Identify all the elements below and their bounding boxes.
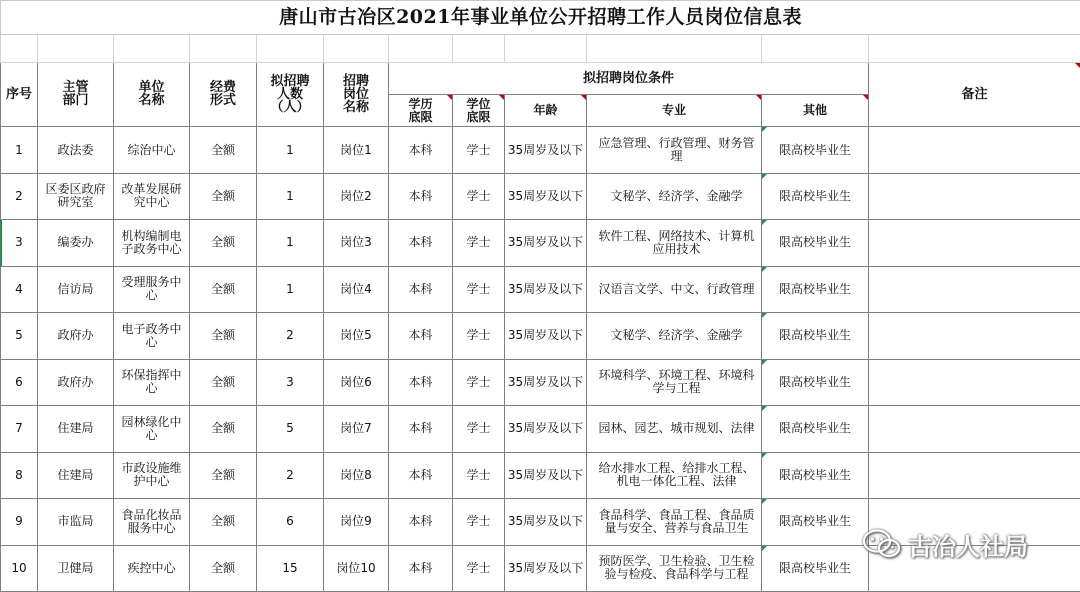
cell-count[interactable]	[257, 359, 324, 405]
cell-dept[interactable]	[38, 266, 114, 312]
table-row[interactable]	[1, 313, 1080, 359]
comment-marker	[581, 95, 586, 100]
funding-value: 全额	[210, 142, 235, 157]
cell-age[interactable]	[505, 359, 587, 405]
age-value: 35周岁及以下	[507, 142, 584, 157]
age-value: 35周岁及以下	[507, 421, 584, 436]
cell-remark[interactable]	[869, 127, 1080, 173]
cell-edu[interactable]	[389, 545, 453, 592]
post-value: 岗位5	[340, 328, 372, 343]
cell-major[interactable]	[587, 545, 762, 592]
header-conditions[interactable]: 拟招聘岗位条件	[389, 62, 869, 94]
cell-post[interactable]	[324, 406, 389, 452]
cell-degree[interactable]	[453, 359, 505, 405]
cell-edu[interactable]	[389, 220, 453, 266]
cell-funding[interactable]	[190, 313, 257, 359]
cell-dept[interactable]	[38, 127, 114, 173]
cell-funding[interactable]	[190, 173, 257, 219]
cell-other[interactable]	[762, 499, 869, 545]
watermark	[862, 524, 1028, 564]
cell-degree[interactable]	[453, 452, 505, 498]
unit-value: 市政设施维护中心	[121, 461, 182, 489]
cell-dept[interactable]	[38, 220, 114, 266]
cell-degree[interactable]	[453, 266, 505, 312]
cell-unit[interactable]	[114, 220, 190, 266]
post-value: 岗位6	[340, 374, 372, 389]
cell-edu[interactable]	[389, 173, 453, 219]
other-value: 限高校毕业生	[778, 142, 851, 157]
cell-seq[interactable]	[1, 173, 38, 219]
cell-post[interactable]	[324, 499, 389, 545]
post-value: 岗位2	[340, 188, 372, 203]
count-value: 15	[282, 560, 298, 575]
other-value: 限高校毕业生	[778, 188, 851, 203]
header-unit[interactable]: 单位名称	[114, 62, 190, 127]
edu-value: 本科	[408, 235, 433, 250]
unit-value: 电子政务中心	[121, 321, 182, 349]
cell-other[interactable]	[762, 313, 869, 359]
cell-edu[interactable]	[389, 313, 453, 359]
other-value: 限高校毕业生	[778, 281, 851, 296]
degree-value: 学士	[466, 514, 491, 529]
cell-dept[interactable]	[38, 452, 114, 498]
cell-other[interactable]	[762, 452, 869, 498]
table-row[interactable]	[1, 173, 1080, 219]
seq-value: 1	[15, 142, 23, 157]
watermark-text: 古冶人社局	[908, 532, 1028, 561]
post-value: 岗位9	[340, 514, 372, 529]
funding-value: 全额	[210, 374, 235, 389]
cell-funding[interactable]	[190, 266, 257, 312]
funding-value: 全额	[210, 281, 235, 296]
cell-count[interactable]	[257, 127, 324, 173]
error-marker	[762, 360, 767, 365]
edu-value: 本科	[408, 142, 433, 157]
major-value: 园林、园艺、城市规划、法律	[598, 421, 755, 436]
count-value: 1	[286, 188, 294, 203]
count-value: 1	[286, 142, 294, 157]
unit-value: 园林绿化中心	[121, 414, 182, 442]
cell-count[interactable]	[257, 220, 324, 266]
dept-value: 政府办	[57, 328, 94, 343]
cell-age[interactable]	[505, 127, 587, 173]
cell-age[interactable]	[505, 266, 587, 312]
cell-major[interactable]	[587, 220, 762, 266]
cell-count[interactable]	[257, 545, 324, 592]
edu-value: 本科	[408, 281, 433, 296]
cell-remark[interactable]	[869, 406, 1080, 452]
age-value: 35周岁及以下	[507, 328, 584, 343]
error-marker	[762, 174, 767, 179]
major-value: 食品科学、食品工程、食品质量与安全、营养与食品卫生	[598, 507, 755, 535]
cell-degree[interactable]	[453, 173, 505, 219]
cell-funding[interactable]	[190, 220, 257, 266]
error-marker	[762, 267, 767, 272]
cell-other[interactable]	[762, 266, 869, 312]
cell-remark[interactable]	[869, 266, 1080, 312]
comment-marker	[863, 95, 868, 100]
cell-age[interactable]	[505, 173, 587, 219]
cell-dept[interactable]	[38, 545, 114, 592]
other-value: 限高校毕业生	[778, 421, 851, 436]
cell-post[interactable]	[324, 220, 389, 266]
dept-value: 区委区政府研究室	[45, 182, 106, 210]
cell-count[interactable]	[257, 266, 324, 312]
cell-funding[interactable]	[190, 127, 257, 173]
cell-count[interactable]	[257, 313, 324, 359]
age-value: 35周岁及以下	[507, 374, 584, 389]
cell-other[interactable]	[762, 173, 869, 219]
edu-value: 本科	[408, 374, 433, 389]
cell-seq[interactable]	[1, 499, 38, 545]
degree-value: 学士	[466, 421, 491, 436]
cell-major[interactable]	[587, 406, 762, 452]
count-value: 2	[286, 328, 294, 343]
cell-seq[interactable]	[1, 313, 38, 359]
edu-value: 本科	[408, 188, 433, 203]
cell-edu[interactable]	[389, 127, 453, 173]
header-edu[interactable]: 学历底限	[389, 94, 453, 126]
error-marker	[762, 546, 767, 551]
age-value: 35周岁及以下	[507, 235, 584, 250]
seq-value: 5	[15, 328, 23, 343]
header-other[interactable]: 其他	[762, 94, 869, 126]
header-post[interactable]: 招聘岗位名称	[324, 62, 389, 127]
cell-post[interactable]	[324, 127, 389, 173]
cell-seq[interactable]	[1, 359, 38, 405]
cell-remark[interactable]	[869, 313, 1080, 359]
cell-post[interactable]	[324, 266, 389, 312]
other-value: 限高校毕业生	[778, 560, 851, 575]
table-row[interactable]	[1, 359, 1080, 405]
cell-dept[interactable]	[38, 313, 114, 359]
header-age[interactable]: 年龄	[505, 94, 587, 126]
cell-dept[interactable]	[38, 499, 114, 545]
cell-edu[interactable]	[389, 499, 453, 545]
comment-marker	[756, 95, 761, 100]
cell-major[interactable]	[587, 452, 762, 498]
error-marker	[762, 453, 767, 458]
cell-funding[interactable]	[190, 452, 257, 498]
major-value: 给水排水工程、给排水工程、机电一体化工程、法律	[598, 461, 755, 489]
cell-post[interactable]	[324, 313, 389, 359]
cell-remark[interactable]	[869, 359, 1080, 405]
cell-degree[interactable]	[453, 406, 505, 452]
unit-value: 改革发展研究中心	[121, 182, 182, 210]
cell-major[interactable]	[587, 266, 762, 312]
unit-value: 疾控中心	[127, 560, 176, 575]
edu-value: 本科	[408, 421, 433, 436]
cell-unit[interactable]	[114, 266, 190, 312]
cell-edu[interactable]	[389, 452, 453, 498]
header-dept[interactable]: 主管部门	[38, 62, 114, 127]
other-value: 限高校毕业生	[778, 514, 851, 529]
cell-seq[interactable]	[1, 127, 38, 173]
cell-unit[interactable]	[114, 406, 190, 452]
cell-unit[interactable]	[114, 545, 190, 592]
cell-remark[interactable]	[869, 452, 1080, 498]
edu-value: 本科	[408, 467, 433, 482]
dept-value: 卫健局	[57, 560, 94, 575]
dept-value: 住建局	[57, 421, 94, 436]
cell-degree[interactable]	[453, 313, 505, 359]
header-major[interactable]: 专业	[587, 94, 762, 126]
error-marker	[762, 127, 767, 132]
cell-post[interactable]	[324, 545, 389, 592]
table-row[interactable]	[1, 220, 1080, 266]
major-value: 软件工程、网络技术、计算机应用技术	[598, 228, 755, 256]
post-value: 岗位10	[336, 560, 376, 575]
post-value: 岗位7	[340, 421, 372, 436]
cell-count[interactable]	[257, 173, 324, 219]
cell-degree[interactable]	[453, 127, 505, 173]
degree-value: 学士	[466, 467, 491, 482]
header-count[interactable]: 拟招聘人数（人）	[257, 62, 324, 127]
major-value: 汉语言文学、中文、行政管理	[598, 281, 755, 296]
other-value: 限高校毕业生	[778, 467, 851, 482]
cell-edu[interactable]	[389, 359, 453, 405]
unit-value: 食品化妆品服务中心	[121, 507, 182, 535]
seq-value: 3	[15, 235, 23, 250]
cell-count[interactable]	[257, 406, 324, 452]
cell-age[interactable]	[505, 220, 587, 266]
cell-other[interactable]	[762, 359, 869, 405]
cell-age[interactable]	[505, 313, 587, 359]
seq-value: 9	[15, 514, 23, 529]
cell-dept[interactable]	[38, 406, 114, 452]
cell-post[interactable]	[324, 359, 389, 405]
age-value: 35周岁及以下	[507, 188, 584, 203]
funding-value: 全额	[210, 421, 235, 436]
header-funding[interactable]: 经费形式	[190, 62, 257, 127]
other-value: 限高校毕业生	[778, 235, 851, 250]
cell-degree[interactable]	[453, 499, 505, 545]
cell-age[interactable]	[505, 545, 587, 592]
dept-value: 政府办	[57, 374, 94, 389]
cell-other[interactable]	[762, 545, 869, 592]
major-value: 预防医学、卫生检验、卫生检验与检疫、食品科学与工程	[598, 554, 755, 582]
header-seq[interactable]: 序号	[1, 62, 38, 127]
cell-unit[interactable]	[114, 313, 190, 359]
error-marker	[762, 406, 767, 411]
age-value: 35周岁及以下	[507, 514, 584, 529]
cell-funding[interactable]	[190, 406, 257, 452]
cell-count[interactable]	[257, 452, 324, 498]
row-selection-marker	[0, 220, 2, 267]
dept-value: 编委办	[57, 235, 94, 250]
cell-remark[interactable]	[869, 220, 1080, 266]
major-value: 文秘学、经济学、金融学	[610, 328, 743, 343]
cell-major[interactable]	[587, 359, 762, 405]
major-value: 文秘学、经济学、金融学	[610, 188, 743, 203]
cell-degree[interactable]	[453, 545, 505, 592]
major-value: 环境科学、环境工程、环境科学与工程	[598, 368, 755, 396]
dept-value: 信访局	[57, 281, 94, 296]
count-value: 2	[286, 467, 294, 482]
cell-seq[interactable]	[1, 266, 38, 312]
count-value: 1	[286, 235, 294, 250]
cell-funding[interactable]	[190, 499, 257, 545]
degree-value: 学士	[466, 374, 491, 389]
error-marker	[762, 220, 767, 225]
cell-seq[interactable]	[1, 545, 38, 592]
cell-other[interactable]	[762, 220, 869, 266]
seq-value: 4	[15, 281, 23, 296]
count-value: 3	[286, 374, 294, 389]
unit-value: 受理服务中心	[121, 275, 182, 303]
header-remarks[interactable]: 备注	[869, 62, 1080, 127]
unit-value: 机构编制电子政务中心	[121, 228, 182, 256]
degree-value: 学士	[466, 142, 491, 157]
comment-marker	[1075, 63, 1080, 68]
cell-dept[interactable]	[38, 173, 114, 219]
cell-edu[interactable]	[389, 406, 453, 452]
cell-funding[interactable]	[190, 545, 257, 592]
seq-value: 10	[11, 560, 27, 575]
cell-seq[interactable]	[1, 406, 38, 452]
table-row[interactable]	[1, 452, 1080, 498]
age-value: 35周岁及以下	[507, 560, 584, 575]
funding-value: 全额	[210, 328, 235, 343]
cell-major[interactable]	[587, 313, 762, 359]
cell-unit[interactable]	[114, 173, 190, 219]
cell-funding[interactable]	[190, 359, 257, 405]
seq-value: 8	[15, 467, 23, 482]
dept-value: 住建局	[57, 467, 94, 482]
seq-value: 7	[15, 421, 23, 436]
table-row[interactable]	[1, 406, 1080, 452]
dept-value: 市监局	[57, 514, 94, 529]
cell-unit[interactable]	[114, 499, 190, 545]
funding-value: 全额	[210, 514, 235, 529]
unit-value: 综治中心	[127, 142, 176, 157]
seq-value: 2	[15, 188, 23, 203]
post-value: 岗位4	[340, 281, 372, 296]
cell-unit[interactable]	[114, 359, 190, 405]
count-value: 6	[286, 514, 294, 529]
funding-value: 全额	[210, 467, 235, 482]
cell-other[interactable]	[762, 406, 869, 452]
cell-unit[interactable]	[114, 127, 190, 173]
funding-value: 全额	[210, 560, 235, 575]
cell-remark[interactable]	[869, 173, 1080, 219]
cell-post[interactable]	[324, 452, 389, 498]
table-row[interactable]	[1, 127, 1080, 173]
error-marker	[762, 313, 767, 318]
cell-major[interactable]	[587, 127, 762, 173]
post-value: 岗位8	[340, 467, 372, 482]
seq-value: 6	[15, 374, 23, 389]
cell-seq[interactable]	[1, 220, 38, 266]
edu-value: 本科	[408, 328, 433, 343]
cell-other[interactable]	[762, 127, 869, 173]
table-title[interactable]: 唐山市古冶区2021年事业单位公开招聘工作人员岗位信息表	[1, 1, 1080, 35]
age-value: 35周岁及以下	[507, 467, 584, 482]
cell-age[interactable]	[505, 452, 587, 498]
degree-value: 学士	[466, 328, 491, 343]
cell-major[interactable]	[587, 173, 762, 219]
header-degree[interactable]: 学位底限	[453, 94, 505, 126]
count-value: 1	[286, 281, 294, 296]
cell-age[interactable]	[505, 406, 587, 452]
edu-value: 本科	[408, 560, 433, 575]
other-value: 限高校毕业生	[778, 328, 851, 343]
cell-dept[interactable]	[38, 359, 114, 405]
table-row[interactable]	[1, 266, 1080, 312]
funding-value: 全额	[210, 235, 235, 250]
comment-marker	[499, 95, 504, 100]
cell-count[interactable]	[257, 499, 324, 545]
post-value: 岗位3	[340, 235, 372, 250]
cell-unit[interactable]	[114, 452, 190, 498]
cell-edu[interactable]	[389, 266, 453, 312]
comment-marker	[447, 95, 452, 100]
major-value: 应急管理、行政管理、财务管理	[598, 136, 755, 164]
degree-value: 学士	[466, 188, 491, 203]
error-marker	[762, 499, 767, 504]
age-value: 35周岁及以下	[507, 281, 584, 296]
funding-value: 全额	[210, 188, 235, 203]
count-value: 5	[286, 421, 294, 436]
cell-degree[interactable]	[453, 220, 505, 266]
edu-value: 本科	[408, 514, 433, 529]
other-value: 限高校毕业生	[778, 374, 851, 389]
dept-value: 政法委	[57, 142, 94, 157]
cell-seq[interactable]	[1, 452, 38, 498]
wechat-icon	[862, 528, 902, 560]
degree-value: 学士	[466, 560, 491, 575]
cell-age[interactable]	[505, 499, 587, 545]
post-value: 岗位1	[340, 142, 372, 157]
degree-value: 学士	[466, 281, 491, 296]
unit-value: 环保指挥中心	[121, 368, 182, 396]
cell-major[interactable]	[587, 499, 762, 545]
cell-post[interactable]	[324, 173, 389, 219]
degree-value: 学士	[466, 235, 491, 250]
